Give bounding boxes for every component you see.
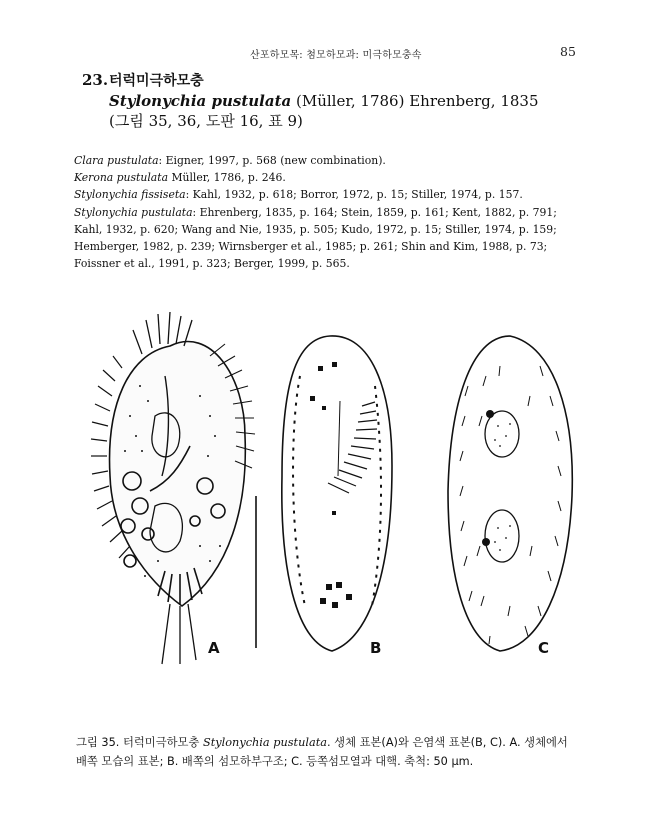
- page-number: 85: [560, 44, 576, 59]
- species-korean-name: 터럭미극하모충: [109, 73, 204, 89]
- synonym-entry: [74, 152, 584, 169]
- panel-label-b: B: [370, 639, 382, 657]
- drawing-a-live-specimen: [91, 312, 255, 664]
- synonym-name: Stylonychia fissiseta: [74, 188, 186, 202]
- species-references: (그림 35, 36, 도판 16, 표 9): [109, 112, 303, 130]
- synonym-citation: : Kahl, 1932, p. 618; Borror, 1972, p. 15; Stiller, 1974, p. 157.: [185, 188, 523, 202]
- drawing-c-dorsal-kineties: [448, 336, 572, 651]
- synonym-name: Clara pustulata: [74, 154, 159, 167]
- synonym-entry: [74, 204, 584, 273]
- synonym-citation: : Ehrenberg, 1835, p. 164; Stein, 1859, p. 161; Kent, 1882, p. 791; Kahl, 1932, p. 620; Wang and Nie, 1935, p. 505; Kudo, 1972, p. 15; Stiller, 1974, p. 159; Hemberger, 1982, p. 239; Wirnsberger et al., 1985; p. 261; Shin and Kim, 1988, p. 73; Foissner et al., 1991, p. 323; Berger, 1999, p. 565.: [74, 205, 557, 271]
- synonym-citation: Müller, 1786, p. 246.: [168, 171, 286, 185]
- synonym-entry: [74, 169, 584, 186]
- species-number: 23.: [82, 71, 109, 89]
- synonym-entry: [74, 186, 584, 203]
- synonymy-list: [74, 152, 584, 272]
- caption-prefix: 그림 35. 터럭미극하모충: [76, 736, 203, 749]
- caption-species-name: Stylonychia pustulata: [202, 736, 327, 749]
- species-scientific-name: Stylonychia pustulata: [109, 92, 292, 110]
- caption-body: . 생체 표본(A)와 은염색 표본(B, C). A. 생체에서 배쪽 모습의 표본; B. 배쪽의 섬모하부구조; C. 등쪽섬모열과 대핵. 축척: 50 μm.: [76, 736, 568, 768]
- synonym-citation: : Eigner, 1997, p. 568 (new combination).: [158, 154, 386, 167]
- species-heading: [82, 70, 582, 131]
- drawing-b-ventral-infraciliature: [282, 336, 392, 651]
- panel-label-c: C: [538, 639, 550, 657]
- running-head: 산포하모목: 첨모하모과: 미극하모충속: [250, 50, 422, 61]
- species-authority: (Müller, 1786) Ehrenberg, 1835: [296, 92, 539, 110]
- panel-label-a: A: [208, 639, 220, 657]
- ciliate-drawings: [70, 306, 590, 666]
- figure-caption: [76, 733, 581, 771]
- synonym-name: Kerona pustulata: [74, 171, 169, 185]
- synonym-name: Stylonychia pustulata: [74, 205, 193, 219]
- figure-35: [70, 306, 590, 666]
